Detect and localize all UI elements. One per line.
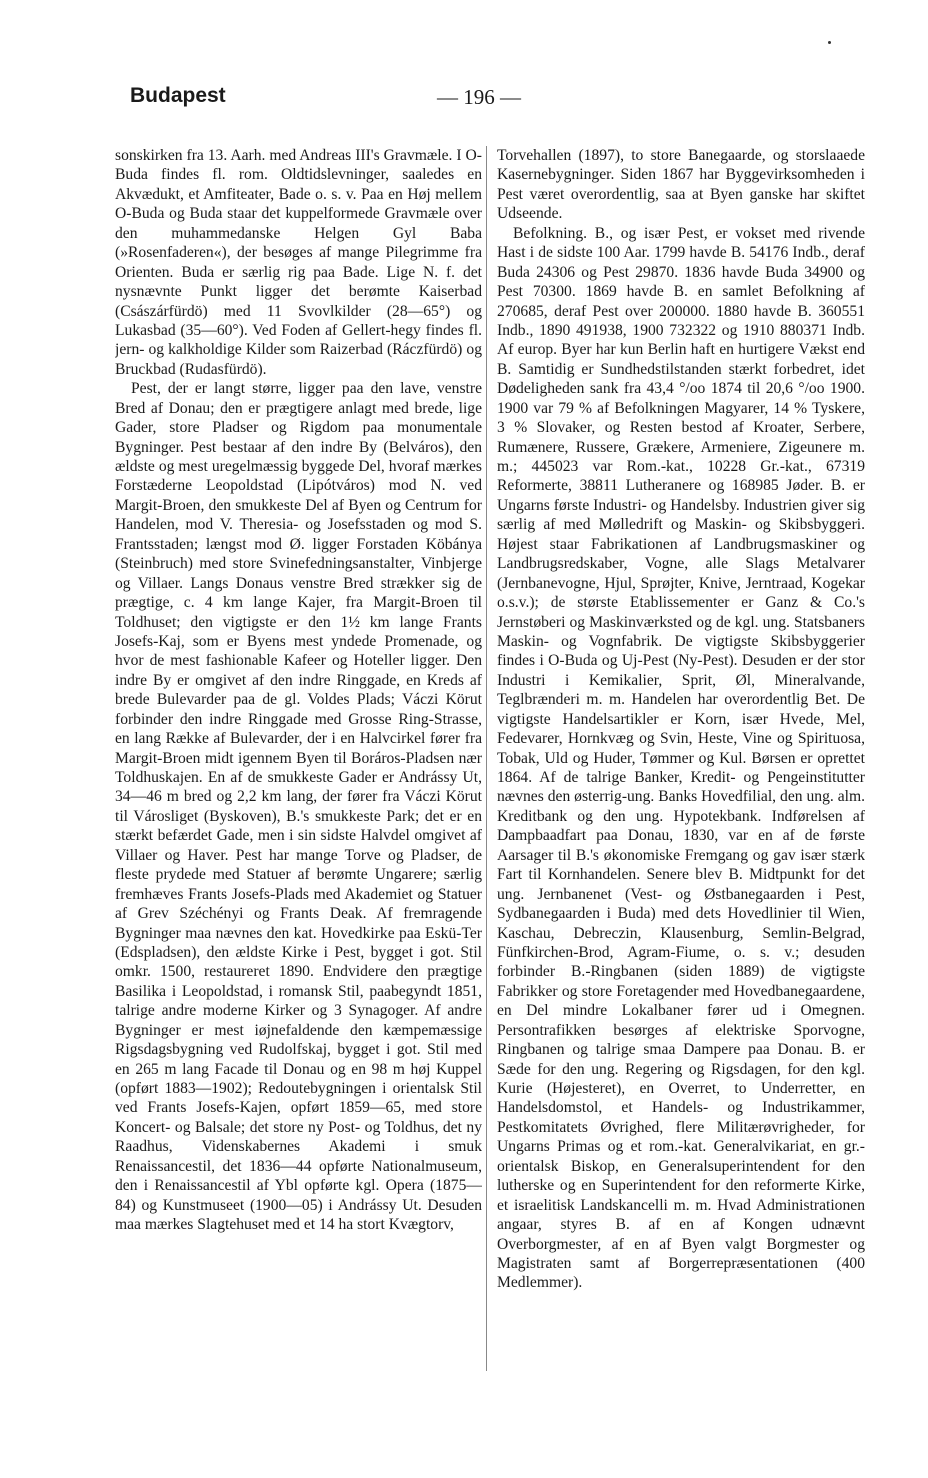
page-number: — 196 — [437, 85, 521, 109]
paragraph: Befolkning. B., og især Pest, er vokset med rivende Hast i de sidste 100 Aar. 1799 havde B. 54176 Indb., deraf Buda 24306 og Pest 29870. 1836 havde Buda 34900 og Pest 70300. 1869 havde B. en samlet Befolkning af 270685, deraf Pest over 200000. 1880 havde B. 360551 Indb., 1890 491938, 1900 732322 og 1910 880371 Indb. Af europ. Byer har kun Berlin haft en hurtigere Vækst end B. Samtidig er Sundhedstilstanden stærkt forbedret, idet Dødeligheden sank fra 43,4 °/oo 1874 til 20,6 °/oo 1900. 1900 var 79 % af Befolkningen Magyarer, 14 % Tyskere, 3 % Slovaker, og Resten bestod af Kroater, Serbere, Rumænere, Russere, Grækere, Armeniere, Zigeunere m. m.; 445023 var Rom.-kat., 10228 Gr.-kat., 67319 Reformerte, 38811 Lutheranere og 168985 Jøder. B. er Ungarns første Industri- og Handelsby. Industrien giver sig særlig af med Mølledrift og Maskin- og Skibsbyggeri. Højest staar Fabrikationen af Landbrugsmaskiner og Landbrugsredskaber, Vogne, alle Slags Metalvarer (Jernbanevogne, Hjul, Sprøjter, Knive, Jerntraad, Kogekar o.s.v.); de største Etablissementer er Ganz & Co.'s Jernstøberi og Maskinværksted og de kgl. ung. Statsbaners Maskin- og Vognfabrik. De vigtigste Skibsbyggerier findes i O-Buda og Uj-Pest (Ny-Pest). Desuden er der stor Industri i Kemikalier, Sprit, Øl, Mineralvande, Teglbrænderi m. m. Handelen har overordentlig Bet. De vigtigste Handelsartikler er Korn, især Hvede, Mel, Fedevarer, Hornkvæg og Svin, Heste, Vine og Spirituosa, Tobak, Uld og Huder, Tømmer og Kul. Børsen er oprettet 1864. Af de talrige Banker, Kredit- og Pengeinstitutter nævnes den østerrig-ung. Banks Hovedfilial, den ung. alm. Kreditbank og den ung. Hypotekbank. Indførelsen af Dampbaadfart paa Donau, 1830, var en af de første Aarsager til B.'s økonomiske Fremgang og gav især stærk Fart til Kornhandelen. Senere blev B. Midtpunkt for det ung. Jernbanenet (Vest- og Østbanegaarden i Pest, Sydbanegaarden i Buda) med dets Hovedlinier til Wien, Kaschau, Debreczin, Klausenburg, Semlin-Belgrad, Fünfkirchen-Brod, Agram-Fiume, o. s. v.; desuden forbinder B.-Ringbanen (siden 1889) de vigtigste Fabrikker og store Foretagender med Hovedbanegaardene, en Del mindre Lokalbaner fører ud i Omegnen. Persontrafikken besørges af elektriske Sporvogne, Ringbanen og talrige smaa Dampere paa Donau. B. er Sæde for den ung. Regering og Rigsdagen, for den kgl. Kurie (Højesteret), en Overret, to Underretter, en Handelsdomstol, et Handels- og Industrikammer, Pestkomitatets Øvrighed, flere Militærøvrigheder, for Ungarns Primas og et rom.-kat. Generalvikariat, en gr.-orientalsk Biskop, en Generalsuperintendent for den lutherske og en Superintendent for den reformerte Kirke, et israelitisk Landskancelli m. m. Hvad Administrationen angaar, styres B. af en af Kongen udnævnt Overborgmester, af en af Byen valgt Borgmester og Magistraten samt af Borgerrepræsentationen (400 Medlemmer). [497, 224, 865, 1292]
column-divider [486, 146, 487, 1371]
paragraph: sonskirken fra 13. Aarh. med Andreas III's Gravmæle. I O-Buda findes fl. rom. Oldtidslevninger, saaledes en Akvædukt, et Amfiteater, Bade o. s. v. Paa en Høj mellem O-Buda og Buda staar det kuppelformede Gravmæle over den muhammedanske Helgen Gyl Baba (»Rosenfaderen«), der besøges af mange Pilegrimme fra Orienten. Buda er særlig rig paa Bade. Lige N. f. det nysnævnte Punkt ligger det berømte Kaiserbad (Császárfürdö) med 11 Svovlkilder (28—65°) og Lukasbad (35—60°). Ved Foden af Gellert-hegy findes fl. jern- og kalkholdige Kilder som Raizerbad (Ráczfürdö) og Bruckbad (Rudasfürdö). [115, 147, 482, 378]
left-column [115, 146, 482, 1235]
running-head-title: Budapest [130, 84, 226, 107]
paragraph: Torvehallen (1897), to store Banegaarde, og storslaaede Kasernebygninger. Siden 1867 har Byggevirksomheden i Pest været overordentlig, saa at Byen ganske har skiftet Udseende. [497, 147, 865, 223]
paragraph: Pest, der er langt større, ligger paa den lave, venstre Bred af Donau; den er prægtigere anlagt med brede, lige Gader, store Pladser og Rigdom paa monumentale Bygninger. Pest bestaar af den indre By (Belváros), den ældste og mest uregelmæssig byggede Del, hvoraf mærkes Forstæderne Leopoldstad (Lipótváros) mod N. ved Margit-Broen, den smukkeste Del af Byen og Centrum for Handelen, mod V. Theresia- og Josefsstaden og mod S. Frantsstaden; længst mod Ø. ligger Forstaden Köbánya (Steinbruch) med store Svinefedningsanstalter, Vinbjerge og Villaer. Langs Donaus venstre Bred strækker sig de prægtige, c. 4 km lange Kajer, fra Margit-Broen til Toldhuset; den vigtigste er den 1½ km lange Frants Josefs-Kaj, som er Byens mest yndede Promenade, og hvor de mest fashionable Kafeer og Hoteller ligger. Den indre By er omgivet af den indre Ringgade, en Kreds af brede Bulevarder paa de gl. Voldes Plads; Váczi Körut forbinder den indre Ringgade med Grosse Ring-Strasse, en lang Række af Bulevarder, der i en Halvcirkel fører fra Margit-Broen midt igennem Byen til Boráros-Pladsen nær Toldhuskajen. En af de smukkeste Gader er Andrássy Ut, 34—46 m bred og 2,2 km lang, der fører fra Váczi Körut til Városliget (Byskoven), B.'s smukkeste Park; det er en stærkt befærdet Gade, men i sin sidste Halvdel omgivet af Villaer og Haver. Pest har mange Torve og Pladser, de fleste prydede med Statuer af berømte Ungarere; særlig fremhæves Frants Josefs-Plads med Akademiet og Statuer af Grev Széchényi og Frants Deak. Af fremragende Bygninger maa nævnes den kat. Hovedkirke paa Eskü-Ter (Edspladsen), den ældste Kirke i Pest, bygget i got. Stil omkr. 1500, restaureret 1890. Endvidere den prægtige Basilika i Leopoldstad, i romansk Stil, paabegyndt 1851, talrige andre moderne Kirker og 3 Synagoger. Af andre Bygninger er mest iøjnefaldende den kæmpemæssige Rigsdagsbygning ved Rudolfskaj, bygget i got. Stil med en 265 m lang Facade til Donau og en 98 m høj Kuppel (opført 1883—1902); Redoutebygningen i orientalsk Stil ved Frants Josefs-Kajen, opført 1859—65, med store Koncert- og Balsale; det store ny Post- og Toldhus, det ny Raadhus, Videnskabernes Akademi i smuk Renaissancestil, det 1836—44 opførte Nationalmuseum, den i Renaissancestil af Ybl opførte kgl. Opera (1875—84) og Kunstmuseet (1900—05) i Andrássy Ut. Desuden maa mærkes Slagtehuset med et 14 ha stort Kvægtorv, [115, 380, 482, 1234]
right-column [497, 146, 865, 1293]
speck-mark [828, 41, 831, 44]
